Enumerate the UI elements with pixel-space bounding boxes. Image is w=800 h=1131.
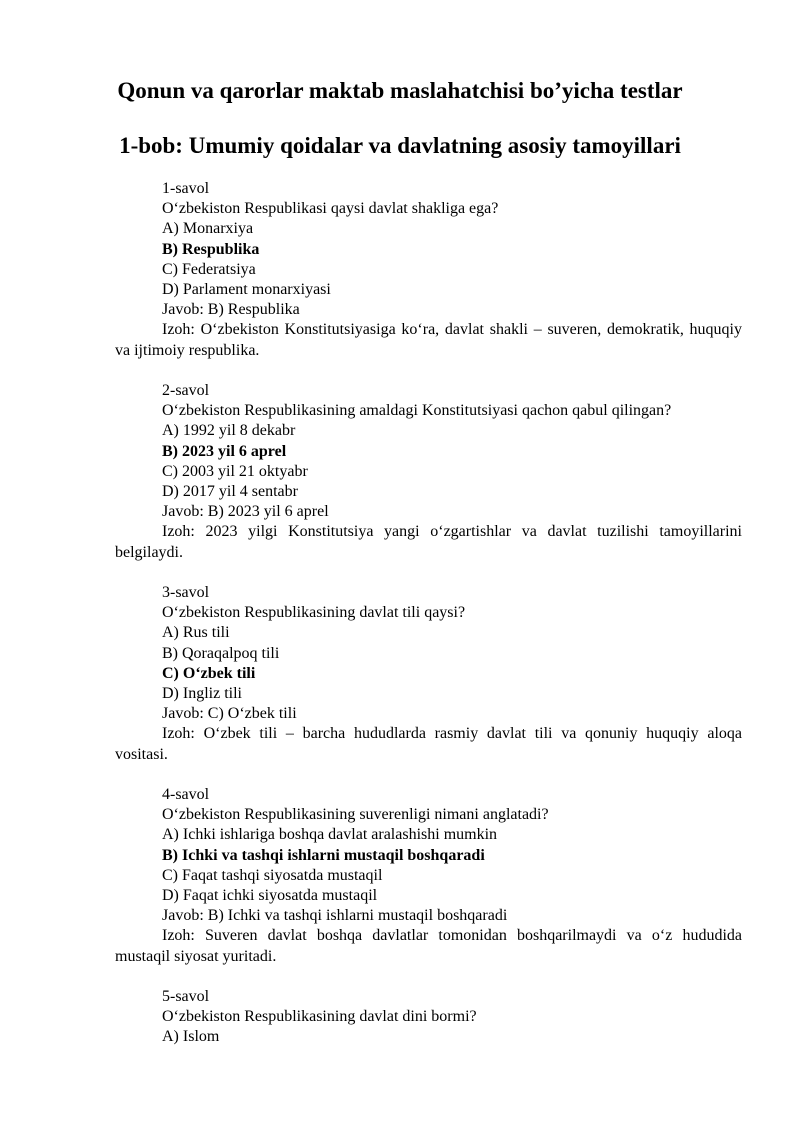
question-text: O‘zbekiston Respublikasining davlat tili qaysi? (162, 604, 466, 622)
option: C) Faqat tashqi siyosatda mustaqil (162, 866, 383, 884)
chapter-heading: 1-bob: Umumiy qoidalar va davlatning asosiy tamoyillari (119, 133, 681, 158)
question-text: O‘zbekiston Respublikasining davlat dini bormi? (162, 1008, 477, 1026)
question-number: 4-savol (162, 786, 210, 804)
option: B) Qoraqalpoq tili (162, 644, 280, 662)
option: A) Ichki ishlariga boshqa davlat aralashishi mumkin (162, 826, 498, 844)
question-block (115, 785, 742, 967)
option: D) Parlament monarxiyasi (162, 281, 331, 299)
explanation: Izoh: O‘zbek tili – barcha hududlarda rasmiy davlat tili va qonuniy huquqiy aloqa vositasi. (115, 725, 742, 763)
question-number: 3-savol (162, 584, 210, 602)
question-text: O‘zbekiston Respublikasining suverenligi nimani anglatadi? (162, 806, 549, 824)
answer-line: Javob: B) 2023 yil 6 aprel (162, 503, 329, 521)
option: D) Faqat ichki siyosatda mustaqil (162, 887, 378, 905)
option: A) 1992 yil 8 dekabr (162, 422, 296, 440)
option: D) Ingliz tili (162, 685, 242, 703)
option: A) Islom (162, 1028, 220, 1046)
question-number: 5-savol (162, 988, 210, 1006)
option: C) Federatsiya (162, 260, 256, 278)
option-correct: B) 2023 yil 6 aprel (162, 442, 287, 460)
question-block (115, 987, 742, 1048)
question-text: O‘zbekiston Respublikasi qaysi davlat shakliga ega? (162, 200, 499, 218)
option: A) Rus tili (162, 624, 230, 642)
answer-line: Javob: B) Ichki va tashqi ishlarni mustaqil boshqaradi (162, 907, 508, 925)
explanation: Izoh: Suveren davlat boshqa davlatlar tomonidan boshqarilmaydi va o‘z hududida mustaqil siyosat yuritadi. (115, 927, 742, 965)
question-text: O‘zbekiston Respublikasining amaldagi Konstitutsiyasi qachon qabul qilingan? (162, 402, 672, 420)
option: A) Monarxiya (162, 220, 254, 238)
option-correct: C) O‘zbek tili (162, 664, 256, 682)
questions-list (115, 179, 742, 1068)
question-number: 2-savol (162, 382, 210, 400)
answer-line: Javob: B) Respublika (162, 301, 300, 319)
question-block (115, 583, 742, 765)
document-title: Qonun va qarorlar maktab maslahatchisi bo’yicha testlar (117, 78, 683, 103)
option-correct: B) Respublika (162, 240, 260, 258)
answer-line: Javob: C) O‘zbek tili (162, 705, 297, 723)
question-block (115, 381, 742, 563)
question-block (115, 179, 742, 361)
option: D) 2017 yil 4 sentabr (162, 483, 298, 501)
explanation: Izoh: O‘zbekiston Konstitutsiyasiga ko‘ra, davlat shakli – suveren, demokratik, huquqiy va ijtimoiy respublika. (115, 321, 742, 359)
option-correct: B) Ichki va tashqi ishlarni mustaqil boshqaradi (162, 846, 485, 864)
question-number: 1-savol (162, 180, 210, 197)
explanation: Izoh: 2023 yilgi Konstitutsiya yangi o‘zgartishlar va davlat tuzilishi tamoyillarini belgilaydi. (115, 523, 742, 561)
option: C) 2003 yil 21 oktyabr (162, 462, 308, 480)
